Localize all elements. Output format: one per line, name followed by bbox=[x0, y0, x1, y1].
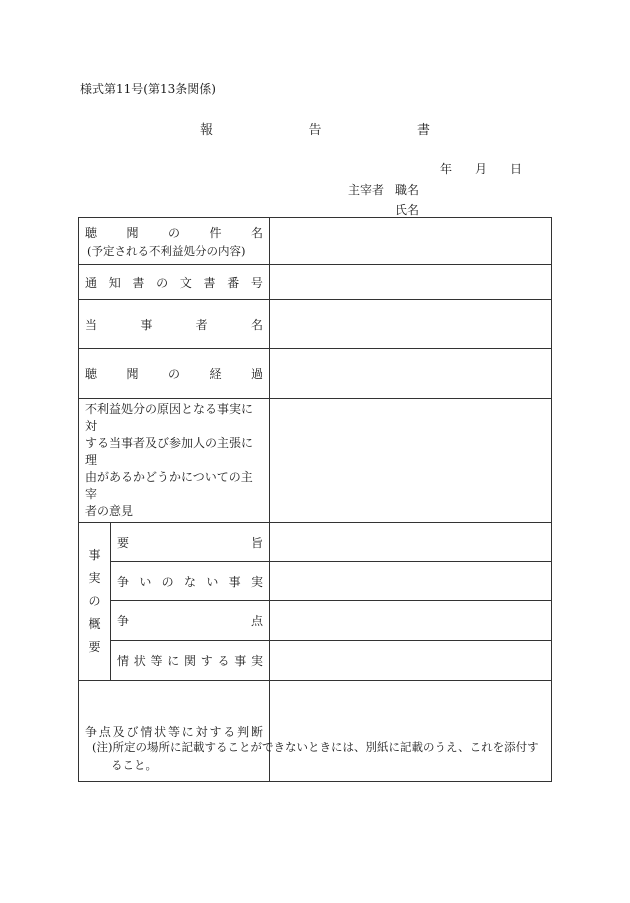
presider-title: 主宰者 bbox=[348, 183, 385, 197]
label-char: 過 bbox=[251, 367, 264, 381]
row-notice-number bbox=[79, 265, 552, 300]
header-char: 実 bbox=[88, 571, 101, 585]
label-char: 争 bbox=[85, 724, 98, 739]
opinion-value[interactable] bbox=[270, 399, 552, 523]
disputed-points-value[interactable] bbox=[270, 601, 552, 641]
notice-number-label bbox=[79, 265, 270, 300]
label-char: 及 bbox=[112, 724, 125, 739]
opinion-line: 不利益処分の原因となる事実に対 bbox=[85, 402, 254, 433]
gist-value[interactable] bbox=[270, 523, 552, 562]
date-line bbox=[440, 160, 522, 177]
label-char: 通 bbox=[85, 275, 98, 290]
title-char: 報 bbox=[200, 123, 214, 138]
hearing-progress-label bbox=[79, 349, 270, 399]
label-char: 号 bbox=[250, 275, 263, 290]
position-label: 職名 bbox=[395, 183, 420, 197]
label-char: す bbox=[209, 724, 222, 739]
notice-number-value[interactable] bbox=[270, 265, 552, 300]
label-char: 当 bbox=[85, 317, 98, 332]
label-char: 実 bbox=[251, 654, 264, 668]
footnote-line-1: (注)所定の場所に記載することができないときには、別紙に記載のうえ、これを添付す bbox=[92, 740, 539, 754]
label-char: る bbox=[223, 724, 236, 739]
label-char: の bbox=[161, 574, 174, 589]
label-char: 要 bbox=[117, 535, 130, 550]
year-label: 年 bbox=[440, 162, 453, 176]
party-name-value[interactable] bbox=[270, 300, 552, 349]
row-hearing-subject bbox=[79, 218, 552, 265]
label-char: び bbox=[126, 724, 139, 739]
undisputed-facts-value[interactable] bbox=[270, 562, 552, 601]
label-char: 旨 bbox=[251, 535, 264, 550]
label-char: の bbox=[168, 225, 181, 240]
label-char: 判 bbox=[237, 724, 250, 739]
label-char: 名 bbox=[251, 225, 264, 240]
footnote-line-2: ること。 bbox=[111, 758, 157, 772]
label-char: 者 bbox=[195, 317, 208, 332]
label-char: 争 bbox=[117, 574, 130, 589]
label-char: 争 bbox=[117, 614, 130, 628]
row-hearing-progress bbox=[79, 349, 552, 399]
label-char: る bbox=[217, 654, 230, 668]
title-char: 告 bbox=[308, 123, 322, 138]
row-undisputed-facts bbox=[79, 562, 552, 601]
row-circumstance-facts bbox=[79, 641, 552, 681]
label-char: 状 bbox=[133, 654, 146, 668]
label-char: い bbox=[139, 574, 152, 589]
label-char: 書 bbox=[203, 275, 216, 290]
header-char: 概 bbox=[88, 617, 101, 631]
footnote bbox=[92, 738, 539, 774]
label-char: 経 bbox=[209, 367, 222, 381]
hearing-subject-sublabel: (予定される不利益処分の内容) bbox=[87, 243, 246, 258]
label-char: に bbox=[181, 724, 194, 739]
label-char: に bbox=[167, 654, 180, 668]
label-char: 名 bbox=[250, 317, 263, 332]
facts-summary-header bbox=[79, 523, 111, 681]
opinion-line: 者の意見 bbox=[85, 504, 134, 518]
month-label: 月 bbox=[474, 162, 487, 176]
row-facts-summary-gist bbox=[79, 523, 552, 562]
label-char: 聴 bbox=[85, 367, 98, 381]
day-label: 日 bbox=[509, 162, 522, 176]
label-char: 番 bbox=[227, 275, 240, 290]
opinion-line: する当事者及び参加人の主張に理 bbox=[85, 436, 254, 467]
label-char: 実 bbox=[250, 574, 263, 589]
row-disputed-points bbox=[79, 601, 552, 641]
label-char: 等 bbox=[150, 654, 163, 668]
report-table bbox=[78, 217, 552, 782]
label-char: い bbox=[206, 574, 219, 589]
label-char: 文 bbox=[179, 275, 192, 290]
label-char: 関 bbox=[184, 654, 197, 668]
row-party-name bbox=[79, 300, 552, 349]
gist-label bbox=[111, 523, 270, 562]
row-opinion bbox=[79, 399, 552, 523]
circumstance-facts-value[interactable] bbox=[270, 641, 552, 681]
header-char: 要 bbox=[88, 640, 101, 654]
label-char: の bbox=[156, 275, 169, 290]
label-char: 事 bbox=[234, 654, 247, 668]
name-label: 氏名 bbox=[395, 203, 420, 217]
label-char: 点 bbox=[98, 724, 111, 739]
hearing-subject-value[interactable] bbox=[270, 218, 552, 265]
header-char: 事 bbox=[88, 548, 101, 562]
opinion-label bbox=[79, 399, 270, 523]
label-char: 事 bbox=[228, 574, 241, 589]
header-char: の bbox=[88, 594, 101, 608]
hearing-progress-value[interactable] bbox=[270, 349, 552, 399]
opinion-line: 由があるかどうかについての主宰 bbox=[85, 470, 253, 501]
label-char: 状 bbox=[154, 724, 167, 739]
label-char: 対 bbox=[195, 724, 208, 739]
label-char: 知 bbox=[108, 275, 121, 290]
circumstance-facts-label bbox=[111, 641, 270, 681]
document-title bbox=[200, 119, 430, 138]
hearing-subject-label bbox=[79, 218, 270, 265]
label-char: 情 bbox=[140, 724, 153, 739]
label-char: な bbox=[183, 574, 196, 589]
label-char: 点 bbox=[251, 614, 264, 628]
title-char: 書 bbox=[416, 123, 430, 138]
undisputed-facts-label bbox=[111, 562, 270, 601]
label-char: 断 bbox=[250, 724, 263, 739]
party-name-label bbox=[79, 300, 270, 349]
label-char: す bbox=[200, 654, 213, 668]
label-char: の bbox=[168, 367, 181, 381]
disputed-points-label bbox=[111, 601, 270, 641]
form-number: 様式第11号(第13条関係) bbox=[80, 82, 216, 96]
label-char: 事 bbox=[140, 317, 153, 332]
label-char: 聞 bbox=[126, 367, 139, 381]
label-char: 件 bbox=[209, 225, 222, 240]
label-char: 等 bbox=[167, 724, 180, 739]
label-char: 書 bbox=[132, 275, 145, 290]
label-char: 聴 bbox=[85, 225, 98, 240]
label-char: 聞 bbox=[126, 225, 139, 240]
label-char: 情 bbox=[117, 654, 130, 668]
